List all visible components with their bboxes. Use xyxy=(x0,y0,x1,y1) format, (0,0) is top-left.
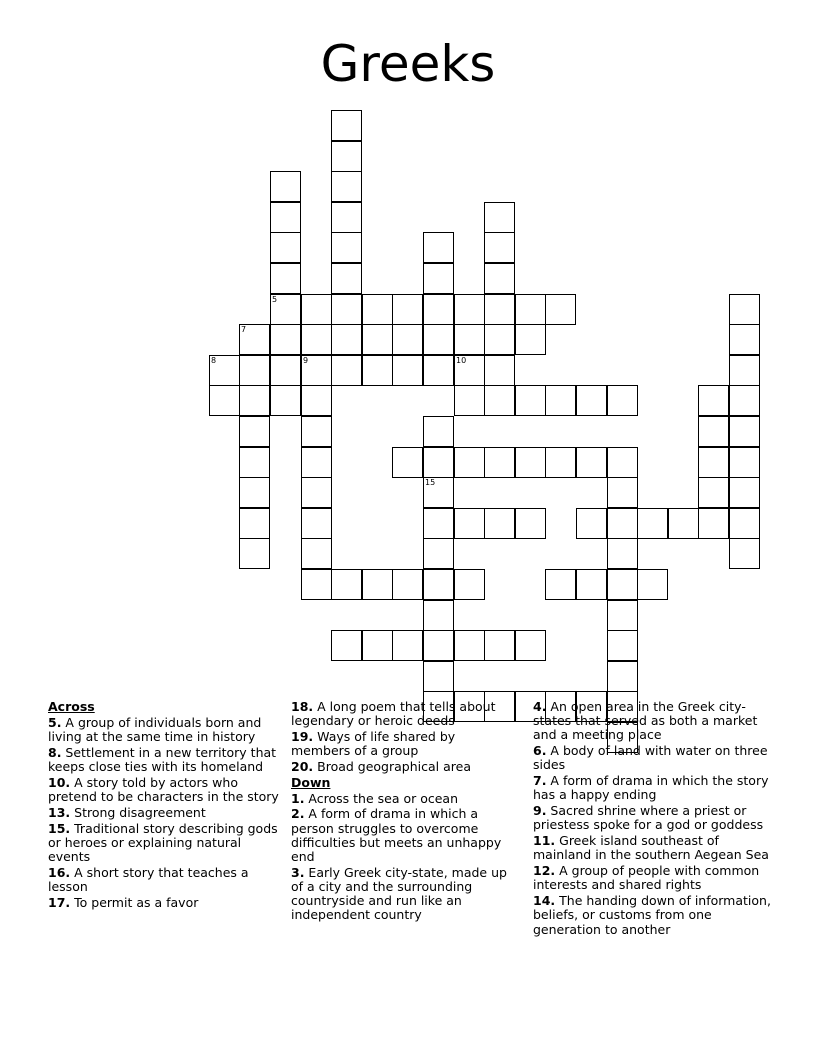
grid-cell[interactable] xyxy=(515,385,546,416)
down-clue xyxy=(533,804,773,832)
grid-cell[interactable] xyxy=(209,355,240,386)
grid-cell[interactable] xyxy=(729,508,760,539)
across-clue xyxy=(48,746,280,774)
grid-cell[interactable] xyxy=(331,171,362,202)
grid-cell[interactable] xyxy=(698,508,729,539)
grid-cell[interactable] xyxy=(392,447,423,478)
grid-cell[interactable] xyxy=(423,508,454,539)
clue-column-1 xyxy=(48,700,280,912)
down-clue xyxy=(533,894,773,937)
grid-cell[interactable] xyxy=(423,630,454,661)
clue-label: 15. xyxy=(48,820,71,836)
grid-cell[interactable] xyxy=(515,294,546,325)
grid-cell[interactable] xyxy=(423,538,454,569)
grid-cell[interactable] xyxy=(454,569,485,600)
grid-cell[interactable] xyxy=(454,508,485,539)
clue-column-2 xyxy=(291,700,517,924)
grid-cell[interactable] xyxy=(454,447,485,478)
grid-cell[interactable] xyxy=(607,600,638,631)
grid-cell[interactable] xyxy=(301,324,332,355)
grid-cell[interactable] xyxy=(270,171,301,202)
clue-text: Broad geographical area xyxy=(313,759,471,774)
clue-label: 1. xyxy=(291,790,305,806)
grid-cell[interactable] xyxy=(301,416,332,447)
clue-label: 9. xyxy=(533,803,547,819)
clue-label: 13. xyxy=(48,804,71,820)
grid-cell[interactable] xyxy=(484,508,515,539)
grid-cell[interactable] xyxy=(729,294,760,325)
clue-text: Sacred shrine where a priest or priestess spoke for a god or goddess xyxy=(533,803,764,833)
grid-cell[interactable] xyxy=(331,355,362,386)
grid-cell[interactable] xyxy=(270,385,301,416)
clue-text: A story told by actors who pretend to be characters in the story xyxy=(48,774,279,804)
grid-cell[interactable] xyxy=(607,630,638,661)
clue-label: 10. xyxy=(48,774,71,790)
grid-cell[interactable] xyxy=(729,324,760,355)
down-clues-b xyxy=(533,700,773,937)
grid-cell[interactable] xyxy=(362,569,393,600)
grid-cell[interactable] xyxy=(423,416,454,447)
grid-cell[interactable] xyxy=(607,661,638,692)
clue-label: 12. xyxy=(533,863,556,879)
grid-cell[interactable] xyxy=(698,477,729,508)
grid-cell[interactable] xyxy=(270,324,301,355)
grid-cell[interactable] xyxy=(607,385,638,416)
clue-text: An open area in the Greek city-states that served as both a market and a meeting place xyxy=(533,699,758,743)
clue-label: 19. xyxy=(291,729,314,744)
grid-cell[interactable] xyxy=(423,263,454,294)
grid-cell[interactable] xyxy=(545,294,576,325)
grid-cell[interactable] xyxy=(484,294,515,325)
clue-column-3 xyxy=(533,700,773,938)
grid-cell[interactable] xyxy=(331,110,362,141)
clue-number: 15 xyxy=(425,478,436,487)
grid-cell[interactable] xyxy=(362,355,393,386)
clue-text: To permit as a favor xyxy=(70,894,199,910)
clue-label: 20. xyxy=(291,759,314,774)
clue-text: A body of land with water on three sides xyxy=(533,743,768,773)
grid-cell[interactable] xyxy=(576,447,607,478)
clue-text: The handing down of information, beliefs, or customs from one generation to another xyxy=(533,893,771,937)
clue-text: Across the sea or ocean xyxy=(304,790,459,806)
across-clue xyxy=(48,822,280,865)
clue-number: 10 xyxy=(456,356,467,365)
down-clue xyxy=(291,792,517,806)
grid-cell[interactable] xyxy=(423,324,454,355)
grid-cell[interactable] xyxy=(239,385,270,416)
clue-label: 16. xyxy=(48,864,71,880)
grid-cell[interactable] xyxy=(484,630,515,661)
grid-cell[interactable] xyxy=(362,294,393,325)
grid-cell[interactable] xyxy=(239,477,270,508)
grid-cell[interactable] xyxy=(484,385,515,416)
across-clue xyxy=(291,700,517,728)
grid-cell[interactable] xyxy=(454,630,485,661)
grid-cell[interactable] xyxy=(331,232,362,263)
grid-cell[interactable] xyxy=(607,447,638,478)
grid-cell[interactable] xyxy=(270,263,301,294)
grid-cell[interactable] xyxy=(545,569,576,600)
down-clue xyxy=(533,864,773,892)
grid-cell[interactable] xyxy=(362,324,393,355)
down-heading: Down xyxy=(291,774,331,790)
clue-text: A long poem that tells about legendary or heroic deeds xyxy=(291,699,496,729)
clue-label: 7. xyxy=(533,773,547,789)
grid-cell[interactable] xyxy=(331,294,362,325)
grid-cell[interactable] xyxy=(301,477,332,508)
grid-cell[interactable] xyxy=(545,385,576,416)
grid-cell[interactable] xyxy=(454,385,485,416)
grid-cell[interactable] xyxy=(515,447,546,478)
clue-label: 3. xyxy=(291,864,305,880)
clue-number: 7 xyxy=(241,325,247,334)
clue-text: A form of drama in which the story has a happy ending xyxy=(533,773,769,803)
grid-cell[interactable] xyxy=(301,569,332,600)
across-clue xyxy=(48,716,280,744)
grid-cell[interactable] xyxy=(607,508,638,539)
clue-text: Traditional story describing gods or heroes or explaining natural events xyxy=(48,820,278,864)
grid-cell[interactable] xyxy=(484,324,515,355)
grid-cell[interactable] xyxy=(484,355,515,386)
grid-cell[interactable] xyxy=(545,447,576,478)
grid-cell[interactable] xyxy=(729,355,760,386)
grid-cell[interactable] xyxy=(239,416,270,447)
clue-text: Greek island southeast of mainland in the southern Aegean Sea xyxy=(533,833,769,863)
grid-cell[interactable] xyxy=(515,324,546,355)
grid-cell[interactable] xyxy=(698,385,729,416)
grid-cell[interactable] xyxy=(576,508,607,539)
across-clues-a xyxy=(48,716,280,910)
grid-cell[interactable] xyxy=(209,385,240,416)
grid-cell[interactable] xyxy=(607,538,638,569)
puzzle-title: Greeks xyxy=(320,35,496,93)
grid-cell[interactable] xyxy=(423,661,454,692)
clue-label: 17. xyxy=(48,894,71,910)
clue-label: 11. xyxy=(533,833,556,849)
grid-cell[interactable] xyxy=(423,569,454,600)
grid-cell[interactable] xyxy=(423,447,454,478)
grid-cell[interactable] xyxy=(423,600,454,631)
down-clue xyxy=(291,866,517,923)
clue-text: Early Greek city-state, made up of a city and the surrounding countryside and run like an independent country xyxy=(291,864,507,923)
clue-number: 9 xyxy=(303,356,309,365)
grid-cell[interactable] xyxy=(484,263,515,294)
grid-cell[interactable] xyxy=(576,385,607,416)
grid-cell[interactable] xyxy=(698,416,729,447)
grid-cell[interactable] xyxy=(392,355,423,386)
grid-cell[interactable] xyxy=(454,324,485,355)
clue-text: A form of drama in which a person struggles to overcome difficulties but meets an unhappy end xyxy=(291,806,502,864)
grid-cell[interactable] xyxy=(392,294,423,325)
clue-label: 18. xyxy=(291,699,314,714)
grid-cell[interactable] xyxy=(423,477,454,508)
across-clue xyxy=(48,896,280,910)
grid-cell[interactable] xyxy=(270,202,301,233)
clue-text: A short story that teaches a lesson xyxy=(48,864,249,894)
clue-label: 5. xyxy=(48,714,62,730)
grid-cell[interactable] xyxy=(484,447,515,478)
grid-cell[interactable] xyxy=(423,355,454,386)
grid-cell[interactable] xyxy=(392,630,423,661)
across-clue xyxy=(48,866,280,894)
down-clue xyxy=(533,834,773,862)
across-clues-b xyxy=(291,700,517,774)
clue-label: 14. xyxy=(533,893,556,909)
grid-cell[interactable] xyxy=(239,324,270,355)
grid-cell[interactable] xyxy=(729,385,760,416)
down-clue xyxy=(533,700,773,743)
grid-cell[interactable] xyxy=(270,355,301,386)
grid-cell[interactable] xyxy=(331,263,362,294)
grid-cell[interactable] xyxy=(423,232,454,263)
grid-cell[interactable] xyxy=(515,630,546,661)
grid-cell[interactable] xyxy=(668,508,699,539)
clue-number: 8 xyxy=(211,356,217,365)
grid-cell[interactable] xyxy=(454,294,485,325)
grid-cell[interactable] xyxy=(484,202,515,233)
clue-text: Strong disagreement xyxy=(70,804,206,820)
grid-cell[interactable] xyxy=(239,447,270,478)
clue-text: Settlement in a new territory that keeps close ties with its homeland xyxy=(48,744,277,774)
across-clue xyxy=(48,806,280,820)
grid-cell[interactable] xyxy=(331,141,362,172)
clue-label: 6. xyxy=(533,743,547,759)
grid-cell[interactable] xyxy=(331,569,362,600)
grid-cell[interactable] xyxy=(239,355,270,386)
across-heading: Across xyxy=(48,699,95,714)
across-clue xyxy=(291,760,517,774)
across-clue xyxy=(291,730,517,758)
down-clue xyxy=(291,807,517,864)
clue-text: A group of people with common interests and shared rights xyxy=(533,863,760,893)
clue-text: Ways of life shared by members of a group xyxy=(291,729,456,759)
down-clue xyxy=(533,744,773,772)
grid-cell[interactable] xyxy=(239,538,270,569)
grid-cell[interactable] xyxy=(515,508,546,539)
grid-cell[interactable] xyxy=(484,232,515,263)
grid-cell[interactable] xyxy=(301,355,332,386)
grid-cell[interactable] xyxy=(331,324,362,355)
clue-label: 4. xyxy=(533,699,547,714)
grid-cell[interactable] xyxy=(729,416,760,447)
grid-cell[interactable] xyxy=(607,569,638,600)
grid-cell[interactable] xyxy=(729,447,760,478)
grid-cell[interactable] xyxy=(270,294,301,325)
clue-label: 2. xyxy=(291,806,305,822)
grid-cell[interactable] xyxy=(576,569,607,600)
grid-cell[interactable] xyxy=(301,294,332,325)
down-clue xyxy=(533,774,773,802)
grid-cell[interactable] xyxy=(454,355,485,386)
clue-number: 5 xyxy=(272,295,278,304)
grid-cell[interactable] xyxy=(637,569,668,600)
grid-cell[interactable] xyxy=(423,294,454,325)
grid-cell[interactable] xyxy=(331,202,362,233)
grid-cell[interactable] xyxy=(239,508,270,539)
grid-cell[interactable] xyxy=(729,538,760,569)
grid-cell[interactable] xyxy=(698,447,729,478)
across-clue xyxy=(48,776,280,804)
clue-text: A group of individuals born and living at the same time in history xyxy=(48,714,262,744)
down-clues-a xyxy=(291,792,517,923)
grid-cell[interactable] xyxy=(729,477,760,508)
grid-cell[interactable] xyxy=(637,508,668,539)
grid-cell[interactable] xyxy=(607,477,638,508)
grid-cell[interactable] xyxy=(392,569,423,600)
grid-cell[interactable] xyxy=(301,508,332,539)
grid-cell[interactable] xyxy=(331,630,362,661)
grid-cell[interactable] xyxy=(301,538,332,569)
grid-cell[interactable] xyxy=(301,385,332,416)
clue-label: 8. xyxy=(48,744,62,760)
grid-cell[interactable] xyxy=(270,232,301,263)
grid-cell[interactable] xyxy=(392,324,423,355)
grid-cell[interactable] xyxy=(362,630,393,661)
grid-cell[interactable] xyxy=(301,447,332,478)
